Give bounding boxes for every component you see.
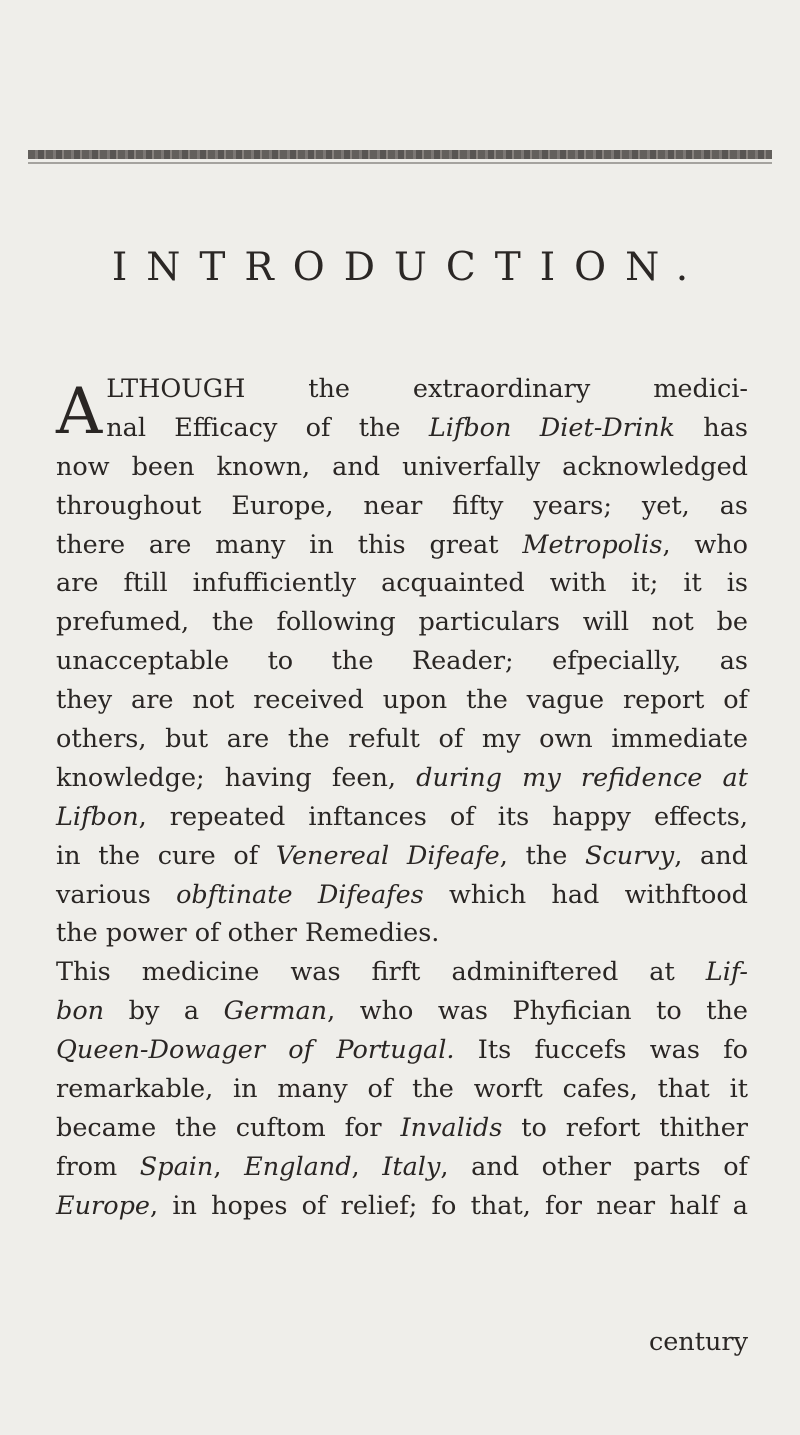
text-segment: , repeated inftances of its happy effects, xyxy=(138,801,748,832)
text-segment: now been known, and univerfally acknowledged xyxy=(56,451,748,482)
text-line xyxy=(56,1070,748,1109)
text-segment: various xyxy=(56,879,177,910)
page-heading: INTRODUCTION. xyxy=(111,245,708,290)
text-segment: prefumed, the following particulars will not be xyxy=(56,607,748,638)
text-line xyxy=(56,953,748,992)
text-segment: , who was Phyfician to the xyxy=(327,996,748,1027)
text-segment: This medicine was firft adminiftered at xyxy=(56,957,706,988)
italic-text: Spain xyxy=(139,1151,214,1182)
text-line xyxy=(56,487,748,526)
text-segment: by a xyxy=(104,996,224,1027)
italic-text: Venereal Difeafe xyxy=(275,840,500,871)
text-segment: , and xyxy=(674,840,748,871)
text-line xyxy=(56,720,748,759)
text-segment: , who xyxy=(662,529,748,560)
italic-text: Queen-Dowager of Portugal. xyxy=(56,1035,455,1066)
text-segment: throughout Europe, near fifty years; yet, as xyxy=(56,490,748,521)
text-segment: from xyxy=(56,1151,140,1182)
text-segment: knowledge; having feen, xyxy=(56,762,417,793)
ornamental-rule xyxy=(28,150,772,159)
body-text xyxy=(56,370,748,1226)
text-line xyxy=(56,837,748,876)
italic-text: obftinate Difeafes xyxy=(176,879,424,910)
italic-text: Italy xyxy=(382,1151,441,1182)
text-segment: which had withftood xyxy=(423,879,748,910)
text-line xyxy=(56,759,748,798)
text-segment: remarkable, in many of the worft cafes, that it xyxy=(56,1074,748,1105)
text-segment: to refort thither xyxy=(502,1112,748,1143)
text-segment: LTHOUGH the extraordinary medici- xyxy=(106,374,748,404)
italic-text: Europe xyxy=(56,1190,150,1221)
text-segment: became the cuftom for xyxy=(56,1112,401,1143)
text-line xyxy=(56,1031,748,1070)
text-line xyxy=(56,603,748,642)
text-line xyxy=(56,526,748,565)
text-segment: , xyxy=(351,1151,383,1182)
text-line xyxy=(56,798,748,837)
italic-text: Lifbon xyxy=(56,801,139,832)
text-segment: are ftill infufficiently acquainted with it; it is xyxy=(56,568,748,599)
text-segment: the power of other Remedies. xyxy=(56,918,440,949)
catchword: century xyxy=(648,1327,748,1357)
text-segment: nal Efficacy of the xyxy=(106,412,429,443)
text-line xyxy=(56,876,748,915)
text-line xyxy=(56,992,748,1031)
italic-text: Scurvy xyxy=(585,840,675,871)
text-line xyxy=(56,564,748,603)
text-segment: , and other parts of xyxy=(440,1151,748,1182)
text-line xyxy=(56,642,748,681)
drop-cap: A xyxy=(56,375,103,449)
text-line xyxy=(56,1109,748,1148)
text-segment: unacceptable to the Reader; efpecially, as xyxy=(56,646,748,677)
italic-text: bon xyxy=(56,996,105,1027)
ornamental-rule-underline xyxy=(28,162,772,164)
text-segment: they are not received upon the vague report of xyxy=(56,685,748,716)
italic-text: Metropolis xyxy=(522,529,663,560)
text-segment: Its fuccefs was fo xyxy=(454,1035,748,1066)
italic-text: German xyxy=(223,996,328,1027)
text-line xyxy=(56,1148,748,1187)
text-segment: , xyxy=(213,1151,245,1182)
italic-text: Invalids xyxy=(400,1112,503,1143)
text-line xyxy=(56,448,748,487)
italic-text: Lifbon Diet-Drink xyxy=(428,412,675,443)
text-segment: in the cure of xyxy=(56,840,276,871)
italic-text: during my refidence at xyxy=(416,762,748,793)
text-line xyxy=(56,370,748,409)
text-line xyxy=(56,681,748,720)
text-segment: has xyxy=(674,412,748,443)
text-segment: , the xyxy=(499,840,586,871)
text-segment: there are many in this great xyxy=(56,529,523,560)
text-line xyxy=(56,409,748,448)
text-segment: others, but are the refult of my own immediate xyxy=(56,724,748,755)
text-line xyxy=(56,1187,748,1226)
text-segment: , in hopes of relief; fo that, for near half a xyxy=(150,1190,748,1221)
italic-text: England xyxy=(244,1151,352,1182)
italic-text: Lif- xyxy=(705,957,748,988)
text-line xyxy=(56,914,748,953)
